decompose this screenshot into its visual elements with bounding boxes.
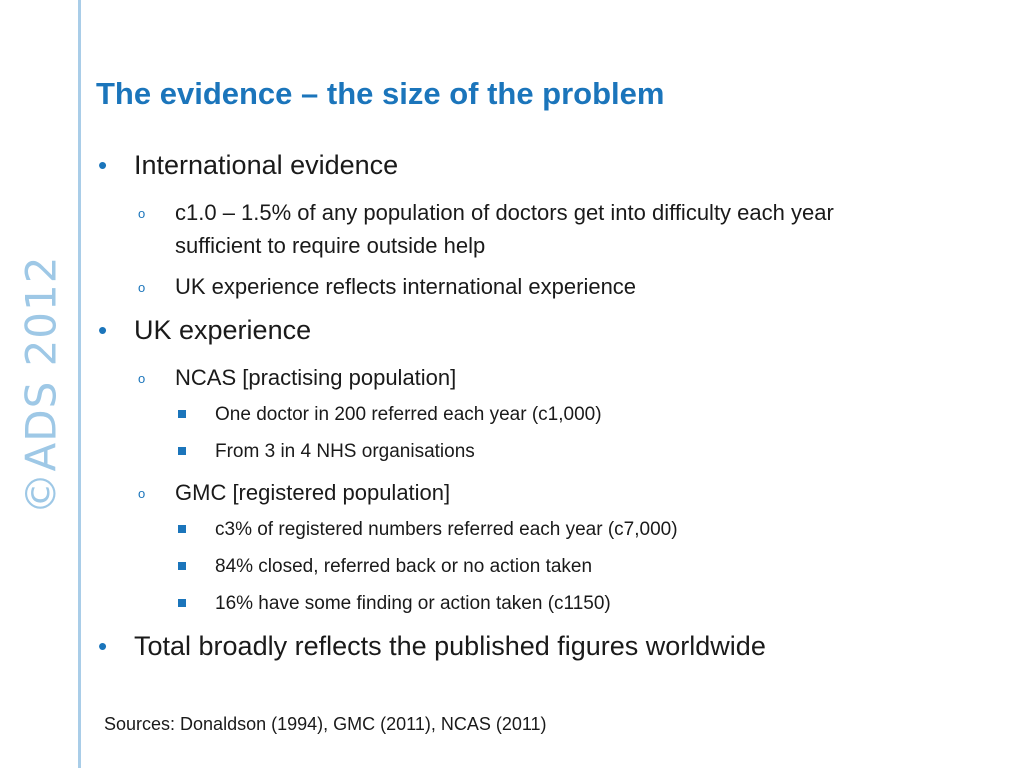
list-item-text: One doctor in 200 referred each year (c1,000) [215,404,602,425]
bullet-dot-icon: • [98,315,108,345]
list-item-text: c3% of registered numbers referred each year (c7,000) [215,519,678,540]
list-item-text: sufficient to require outside help [175,233,486,258]
sources-footnote: Sources: Donaldson (1994), GMC (2011), NCAS (2011) [104,714,547,734]
copyright-watermark: ©ADS 2012 [16,255,66,515]
list-item-text: NCAS [practising population] [175,365,457,390]
bullet-circle-icon: o [138,280,146,295]
list-item-text: UK experience reflects international experience [175,274,637,299]
list-item-text: 84% closed, referred back or no action taken [215,556,593,577]
bullet-dot-icon: • [98,631,108,661]
square-bullet-icon [178,410,186,418]
slide-title: The evidence – the size of the problem [96,76,665,111]
bullet-circle-icon: o [138,371,146,386]
list-item-text: UK experience [134,315,312,345]
bullet-circle-icon: o [138,206,146,221]
square-bullet-icon [178,447,186,455]
square-bullet-icon [178,599,186,607]
list-item-text: International evidence [134,150,399,180]
list-item-text: From 3 in 4 NHS organisations [215,441,475,462]
square-bullet-icon [178,562,186,570]
list-item-text: c1.0 – 1.5% of any population of doctors get into difficulty each year [175,200,834,225]
bullet-circle-icon: o [138,486,146,501]
list-item-text: GMC [registered population] [175,480,451,505]
list-item-text: Total broadly reflects the published figures worldwide [134,631,766,661]
list-item-text: 16% have some finding or action taken (c1150) [215,593,611,614]
bullet-dot-icon: • [98,150,108,180]
square-bullet-icon [178,525,186,533]
